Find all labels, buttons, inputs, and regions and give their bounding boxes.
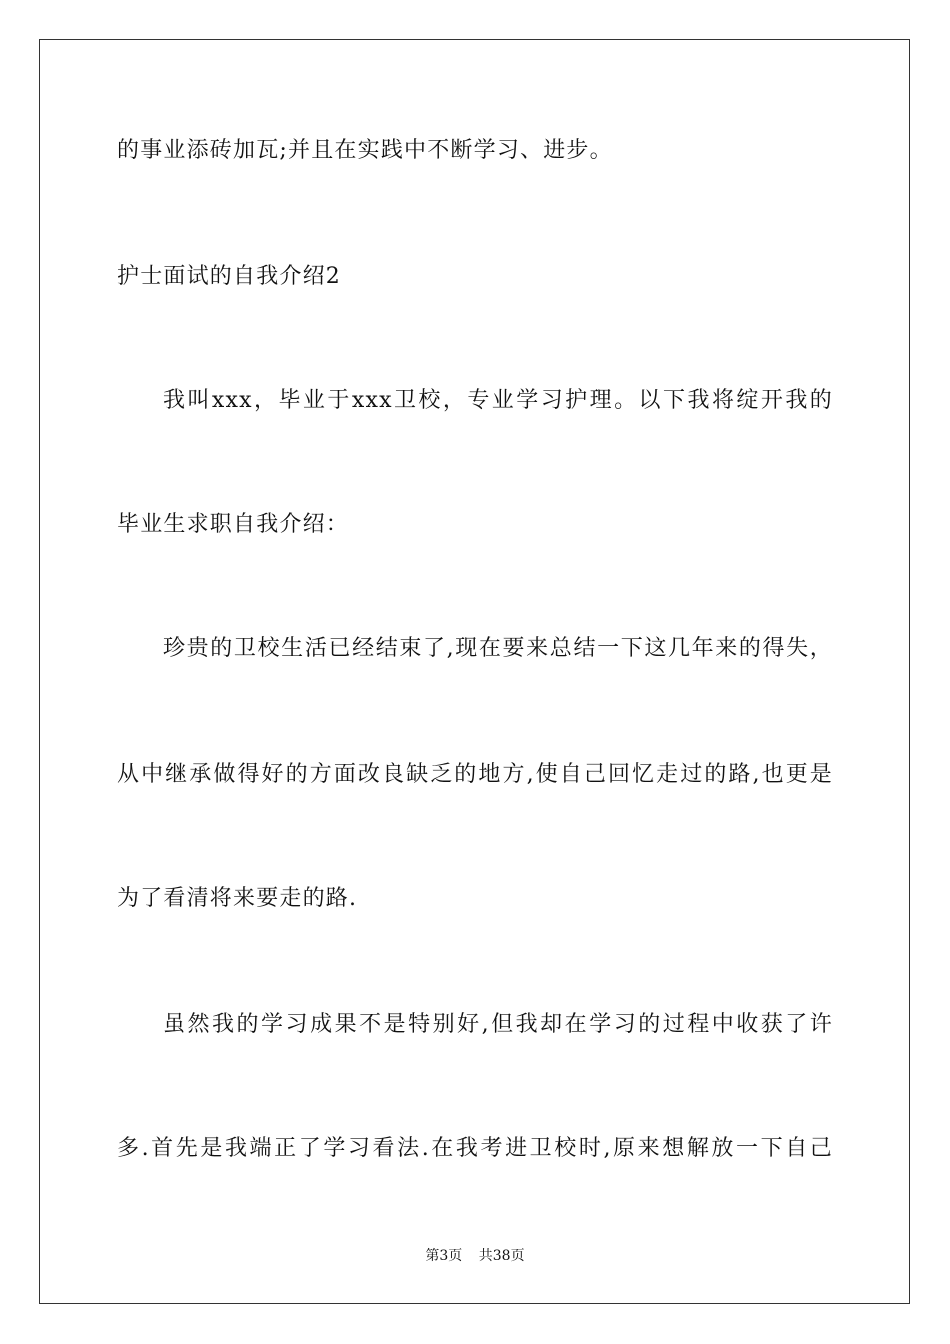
page-number: 第3页 (425, 1248, 463, 1264)
text-line-9: 多.首先是我端正了学习看法.在我考进卫校时,原来想解放一下自己 (117, 1136, 833, 1161)
text-line-7: 为了看清将来要走的路. (117, 886, 358, 911)
section-heading: 护士面试的自我介绍2 (117, 264, 341, 289)
text-line-5: 珍贵的卫校生活已经结束了,现在要来总结一下这几年来的得失， (163, 636, 833, 661)
text-line-4: 毕业生求职自我介绍： (117, 512, 350, 537)
text-line-3: 我叫xxx，毕业于xxx卫校，专业学习护理。以下我将绽开我的 (163, 388, 833, 413)
page-border (39, 39, 910, 1304)
text-line-8: 虽然我的学习成果不是特别好,但我却在学习的过程中收获了许 (163, 1012, 833, 1037)
page-total: 共38页 (478, 1248, 525, 1264)
text-line-1: 的事业添砖加瓦;并且在实践中不断学习、进步。 (117, 138, 613, 163)
page-footer (0, 1247, 950, 1265)
text-line-6: 从中继承做得好的方面改良缺乏的地方,使自己回忆走过的路,也更是 (117, 762, 833, 787)
